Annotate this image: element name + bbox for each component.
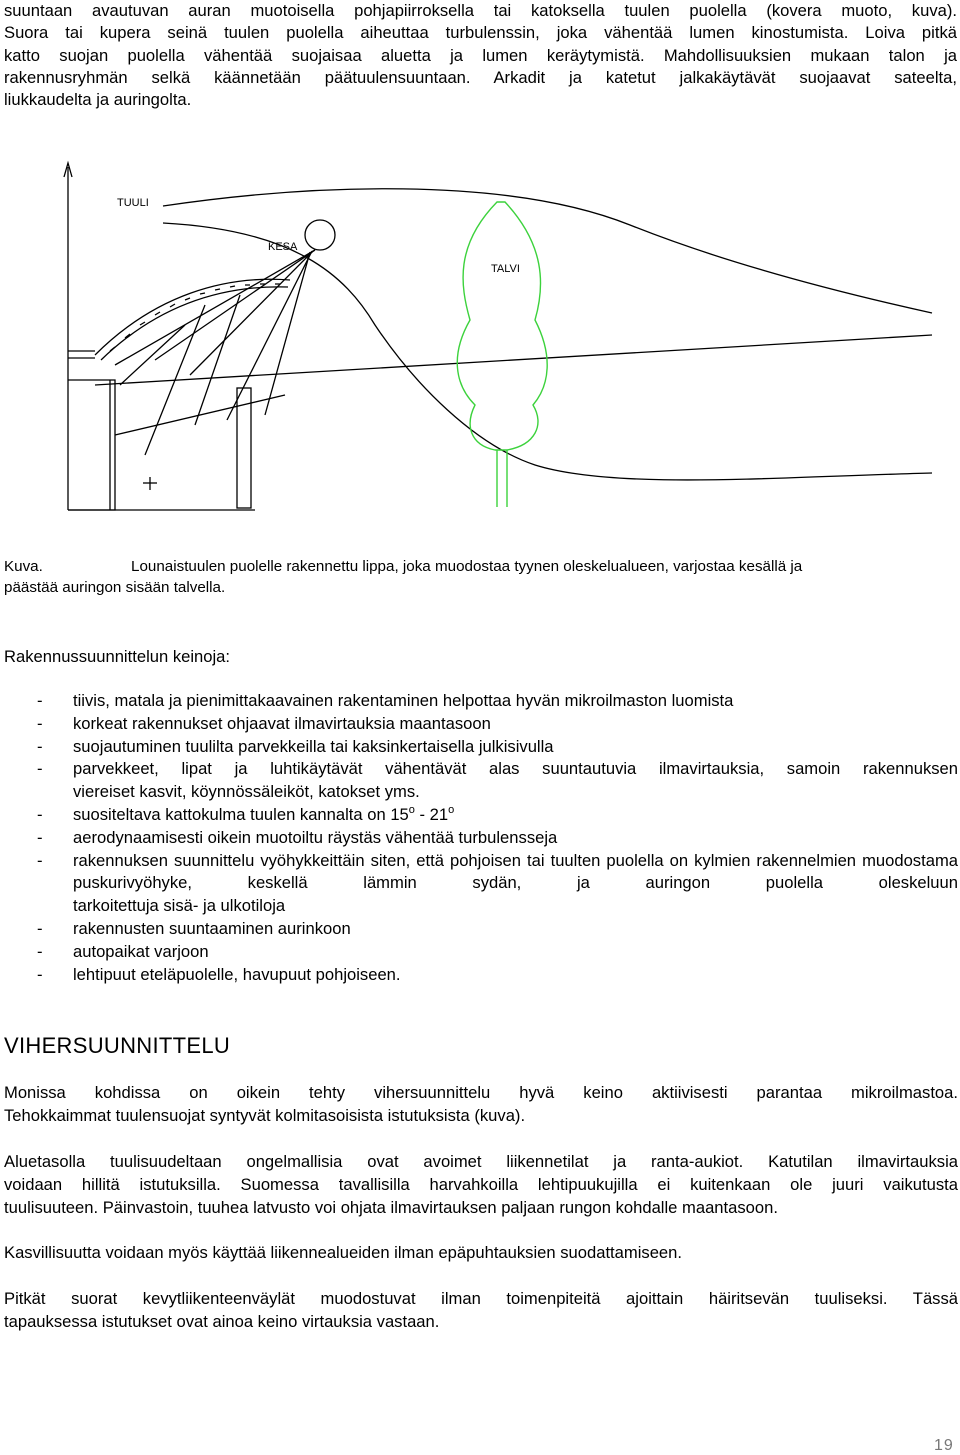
list-item: - autopaikat varjoon [37, 941, 209, 961]
list-item: - rakennuksen suunnittelu vyöhykkeittäin siten, että pohjoisen tai tuulten puolella on kylmien rakennelmien muodostama puskurivyöhyke, keskellä lämmin sydän, ja auringon puolella oleskeluun tarkoitettuja sisä- ja ulkotiloja [37, 850, 958, 916]
list-item: - lehtipuut eteläpuolelle, havupuut pohjoiseen. [37, 964, 401, 984]
list-item: - rakennusten suuntaaminen aurinkoon [37, 918, 351, 938]
paragraph-4: Pitkät suorat kevytliikenteenväylät muodostuvat ilman toimenpiteitä ajoittain häiritsevän tuuliseksi. Tässä tapauksessa istutukset ovat ainoa keino virtauksia vastaan. [4, 1289, 958, 1331]
section-heading: VIHERSUUNNITTELU [4, 1033, 231, 1058]
list-item: - suojautuminen tuulilta parvekkeilla tai kaksinkertaisella julkisivulla [37, 736, 554, 756]
paragraph-2: Aluetasolla tuulisuudeltaan ongelmallisia ovat avoimet liikennetilat ja ranta-aukiot. Katutilan ilmavirtauksia voidaan hillitä istutuksilla. Suomessa tavallisilla harvahkoilla lehtipuukujilla ei kuitenkaan ole juuri vaikutusta tuulisuuteen. Päinvastoin, tuuhea latvusto voi ohjata ilmavirtauksen paljaan rungon kohdalle maantasoon. [4, 1152, 958, 1217]
paragraph-1: Monissa kohdissa on oikein tehty vihersuunnittelu hyvä keino aktiivisesti parantaa mikroilmastoa. Tehokkaimmat tuulensuojat syntyvät kolmitasoisista istutuksista (kuva). [4, 1083, 958, 1125]
label-summer: KESA [268, 241, 298, 253]
winter-sun-ray-1 [95, 335, 932, 385]
caption-label: Kuva. [4, 558, 43, 575]
intro-line: liukkaudelta ja auringolta. [4, 90, 192, 110]
list-item: - suositeltava kattokulma tuulen kannalta on 15$^o$ - 21$^o$ [37, 803, 455, 824]
bullet-list [4, 690, 958, 986]
page-number: 19 [934, 1437, 954, 1454]
label-winter: TALVI [491, 263, 520, 275]
intro-line: Suora tai kupera seinä tuulen puolella aiheuttaa turbulenssin, joka vähentää lumen kinostumista. Loiva pitkä [4, 23, 957, 43]
summer-sun-rays [115, 250, 315, 455]
list-item: - korkeat rakennukset ohjaavat ilmavirtauksia maantasoon [37, 713, 491, 733]
intro-line: rakennusryhmän selkä käännetään päätuulensuuntaan. Arkadit ja katetut jalkakäytävät suojaavat sateelta, [4, 67, 957, 87]
winter-sun-ray-2 [115, 395, 285, 435]
list-item: - aerodynaamisesti oikein muotoiltu räystäs vähentää turbulensseja [37, 827, 558, 847]
building-wall [68, 380, 115, 510]
canopy-sun-wind-diagram [55, 155, 935, 545]
summer-sun [305, 220, 335, 250]
building-roof [68, 351, 95, 358]
intro-line: katto suojan puolella vähentää suojaisaa aluetta ja lumen keräytymistä. Mahdollisuuksien mukaan talon ja [4, 45, 957, 65]
canopy-hatch [110, 284, 280, 351]
list-item: - tiivis, matala ja pienimittakaavainen rakentaminen helpottaa hyvän mikroilmaston luomista [37, 691, 734, 710]
wind-curve-lower [163, 223, 932, 480]
caption-text: Lounaistuulen puolelle rakennettu lippa, joka muodostaa tyynen oleskelualueen, varjostaa kesällä ja [131, 558, 803, 575]
section-lead: Rakennussuunnittelun keinoja: [4, 647, 231, 666]
figure-caption [4, 556, 957, 598]
deciduous-tree-trunk [497, 450, 507, 507]
list-item: - parvekkeet, lipat ja luhtikäytävät vähentävät alas suuntautuvia ilmavirtauksia, samoin rakennuksen viereiset kasvit, köynnössäleiköt, katokset yms. [37, 759, 958, 802]
paragraph-3: Kasvillisuutta voidaan myös käyttää liikennealueiden ilman epäpuhtauksien suodattamiseen. [4, 1243, 682, 1262]
canopy-inner [101, 287, 288, 360]
canopy-outer [95, 279, 290, 355]
intro-line: suuntaan avautuvan auran muotoisella pohjapiirroksella tai katoksella tuulen puolella (kovera muoto, kuva). [4, 1, 957, 20]
deciduous-tree-crown [457, 202, 547, 450]
caption-text-cont: päästää auringon sisään talvella. [4, 579, 226, 596]
intro-paragraph [4, 0, 957, 111]
label-wind: TUULI [117, 197, 149, 209]
